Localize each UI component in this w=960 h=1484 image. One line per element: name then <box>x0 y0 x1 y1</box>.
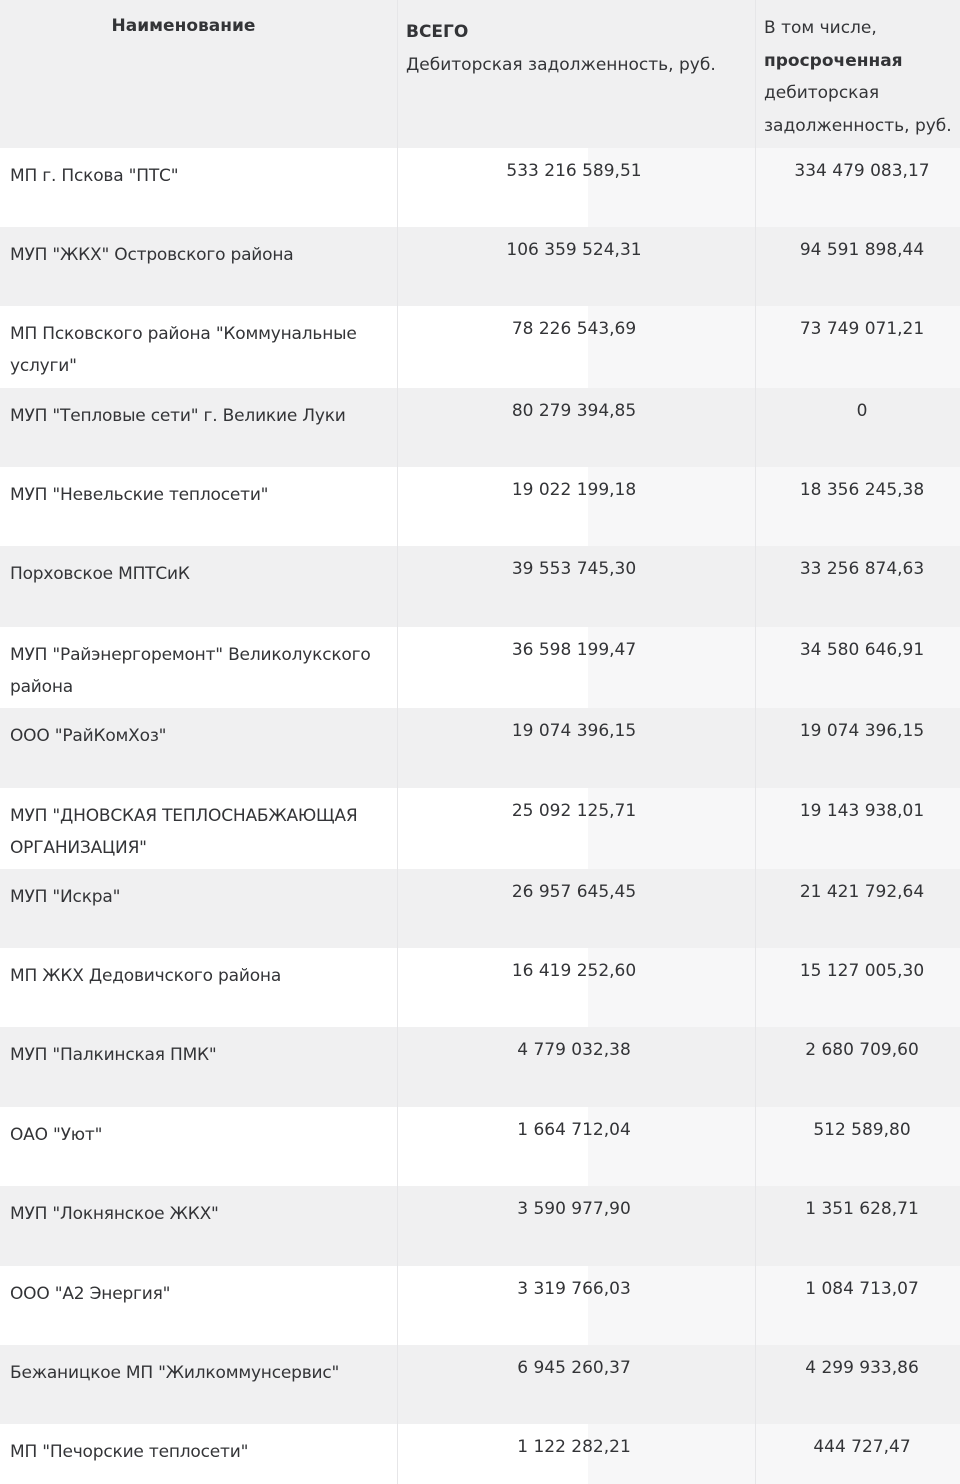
table-row <box>0 388 960 467</box>
header-name-label: Наименование <box>111 16 256 36</box>
cell-total-value: 3 319 766,03 <box>517 1279 631 1299</box>
header-name <box>0 0 397 148</box>
cell-overdue-value: 73 749 071,21 <box>799 319 925 339</box>
cell-overdue <box>755 1345 960 1424</box>
cell-name: МП г. Пскова "ПТС" <box>10 166 179 186</box>
header-total-subtitle: Дебиторская задолженность, руб. <box>406 55 716 75</box>
cell-overdue <box>755 1107 960 1186</box>
cell-total <box>397 627 755 708</box>
cell-overdue-value: 1 084 713,07 <box>805 1279 919 1299</box>
table-row <box>0 627 960 708</box>
table-row <box>0 948 960 1027</box>
cell-total-value: 25 092 125,71 <box>511 801 637 821</box>
cell-overdue-value: 15 127 005,30 <box>799 961 925 981</box>
cell-overdue-value: 21 421 792,64 <box>799 882 925 902</box>
table-row <box>0 708 960 788</box>
cell-total <box>397 1345 755 1424</box>
cell-total-value: 1 122 282,21 <box>517 1437 631 1457</box>
cell-total-value: 3 590 977,90 <box>517 1199 631 1219</box>
table-row <box>0 467 960 546</box>
cell-total <box>397 788 755 869</box>
cell-total <box>397 148 755 227</box>
table-row <box>0 1424 960 1484</box>
cell-total <box>397 388 755 467</box>
table-row <box>0 1266 960 1345</box>
cell-name: Бежаницкое МП "Жилкоммунсервис" <box>10 1363 340 1383</box>
cell-total-value: 1 664 712,04 <box>517 1120 631 1140</box>
header-total-title: ВСЕГО <box>406 22 469 42</box>
cell-name: МУП "ДНОВСКАЯ ТЕПЛОСНАБЖАЮЩАЯ ОРГАНИЗАЦИЯ" <box>10 806 358 858</box>
cell-overdue <box>755 627 960 708</box>
cell-overdue <box>755 1424 960 1484</box>
cell-overdue <box>755 388 960 467</box>
table-row <box>0 1107 960 1186</box>
cell-total-value: 36 598 199,47 <box>511 640 637 660</box>
cell-overdue-value: 34 580 646,91 <box>799 640 925 660</box>
cell-total <box>397 467 755 546</box>
table-row <box>0 869 960 948</box>
cell-overdue-value: 19 143 938,01 <box>799 801 925 821</box>
cell-overdue <box>755 788 960 869</box>
table-header <box>0 0 960 148</box>
cell-name: МУП "Палкинская ПМК" <box>10 1045 217 1065</box>
cell-overdue-value: 33 256 874,63 <box>799 559 925 579</box>
cell-overdue <box>755 1027 960 1107</box>
cell-overdue-value: 512 589,80 <box>813 1120 911 1140</box>
cell-overdue-value: 1 351 628,71 <box>805 1199 919 1219</box>
cell-total <box>397 708 755 788</box>
cell-total-value: 78 226 543,69 <box>511 319 637 339</box>
cell-overdue <box>755 546 960 627</box>
cell-name: ООО "РайКомХоз" <box>10 726 167 746</box>
header-overdue <box>755 0 960 148</box>
header-overdue-line4: задолженность, руб. <box>764 115 952 136</box>
cell-total <box>397 948 755 1027</box>
table-row <box>0 1345 960 1424</box>
cell-name: ОАО "Уют" <box>10 1125 103 1145</box>
header-overdue-bold: просроченная <box>764 50 903 71</box>
cell-total <box>397 227 755 306</box>
cell-name: МП Псковского района "Коммунальные услуги" <box>10 324 357 376</box>
cell-total <box>397 546 755 627</box>
cell-total <box>397 1186 755 1266</box>
cell-overdue <box>755 467 960 546</box>
cell-overdue-value: 4 299 933,86 <box>805 1358 919 1378</box>
cell-name: ООО "А2 Энергия" <box>10 1284 171 1304</box>
cell-name: МУП "Невельские теплосети" <box>10 485 269 505</box>
cell-name: МУП "Райэнергоремонт" Великолукского района <box>10 645 371 697</box>
cell-overdue-value: 444 727,47 <box>813 1437 911 1457</box>
cell-total-value: 80 279 394,85 <box>511 401 637 421</box>
table-row <box>0 227 960 306</box>
table-row <box>0 546 960 627</box>
cell-overdue-value: 2 680 709,60 <box>805 1040 919 1060</box>
table-row <box>0 788 960 869</box>
cell-name: МУП "Тепловые сети" г. Великие Луки <box>10 406 346 426</box>
cell-total-value: 26 957 645,45 <box>511 882 637 902</box>
cell-overdue-value: 19 074 396,15 <box>799 721 925 741</box>
cell-total-value: 106 359 524,31 <box>506 240 642 260</box>
cell-overdue-value: 0 <box>856 401 868 421</box>
cell-total-value: 19 022 199,18 <box>511 480 637 500</box>
cell-total <box>397 1424 755 1484</box>
cell-name: МУП "ЖКХ" Островского района <box>10 245 294 265</box>
cell-overdue <box>755 708 960 788</box>
cell-overdue-value: 18 356 245,38 <box>799 480 925 500</box>
header-overdue-line3: дебиторская <box>764 83 880 103</box>
cell-name: МУП "Локнянское ЖКХ" <box>10 1204 219 1224</box>
table-row <box>0 306 960 388</box>
cell-total-value: 533 216 589,51 <box>506 161 642 181</box>
cell-overdue <box>755 1186 960 1266</box>
cell-total <box>397 1266 755 1345</box>
cell-total-value: 4 779 032,38 <box>517 1040 631 1060</box>
header-overdue-line1: В том числе, <box>764 18 877 38</box>
cell-total <box>397 1107 755 1186</box>
cell-overdue <box>755 1266 960 1345</box>
cell-total <box>397 869 755 948</box>
cell-overdue <box>755 948 960 1027</box>
cell-name: МП "Печорские теплосети" <box>10 1442 249 1462</box>
table-row <box>0 1027 960 1107</box>
cell-total-value: 39 553 745,30 <box>511 559 637 579</box>
cell-total <box>397 306 755 388</box>
cell-overdue <box>755 869 960 948</box>
cell-overdue <box>755 148 960 227</box>
header-total <box>397 0 755 148</box>
cell-total <box>397 1027 755 1107</box>
cell-name: Порховское МПТСиК <box>10 564 190 584</box>
table-row <box>0 1186 960 1266</box>
cell-overdue <box>755 227 960 306</box>
cell-overdue-value: 94 591 898,44 <box>799 240 925 260</box>
cell-overdue-value: 334 479 083,17 <box>794 161 930 181</box>
cell-overdue <box>755 306 960 388</box>
cell-name: МП ЖКХ Дедовичского района <box>10 966 282 986</box>
cell-total-value: 6 945 260,37 <box>517 1358 631 1378</box>
cell-total-value: 16 419 252,60 <box>511 961 637 981</box>
cell-name: МУП "Искра" <box>10 887 121 907</box>
table-row <box>0 148 960 227</box>
cell-total-value: 19 074 396,15 <box>511 721 637 741</box>
